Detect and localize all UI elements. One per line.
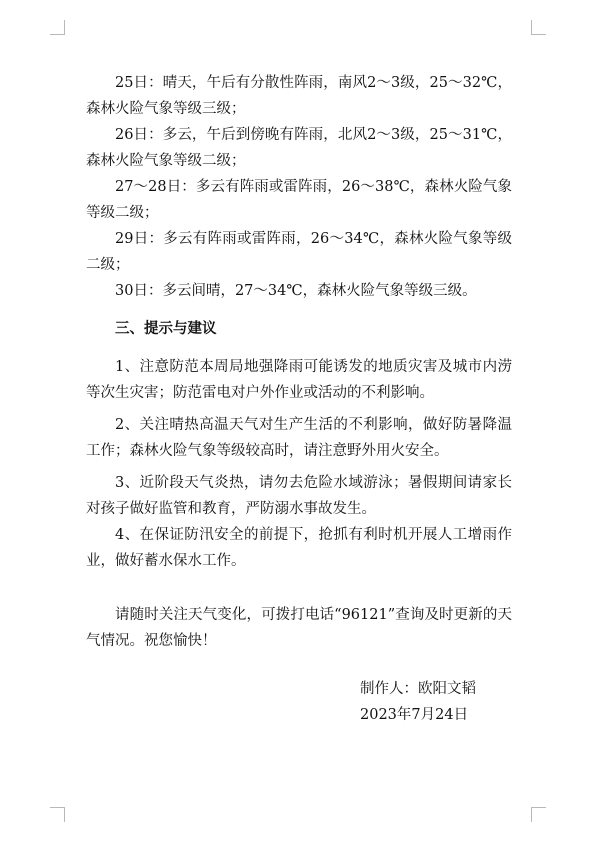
signature-block [86,676,512,728]
forecast-list [86,70,512,304]
forecast-day-29: 29日：多云有阵雨或雷阵雨，26～34℃，森林火险气象等级二级； [86,231,512,273]
crop-mark-top-right [531,20,546,35]
advice-item-2: 2、关注晴热高温天气对生产生活的不利影响，做好防暑降温工作；森林火险气象等级较高时，请注意野外用火安全。 [86,417,512,459]
forecast-day-27-28: 27～28日：多云有阵雨或雷阵雨，26～38℃，森林火险气象等级二级； [86,179,512,221]
forecast-day-26: 26日：多云，午后到傍晚有阵雨，北风2～3级，25～31℃，森林火险气象等级二级； [86,127,512,169]
forecast-day-30: 30日：多云间晴，27～34℃，森林火险气象等级三级。 [115,283,477,299]
advice-list [86,354,512,574]
advice-item-3: 3、近阶段天气炎热，请勿去危险水域游泳；暑假期间请家长对孩子做好监管和教育，严防溺水事故发生。 [86,475,512,517]
section-heading-tips: 三、提示与建议 [115,321,217,337]
advice-item-4: 4、在保证防汛安全的前提下，抢抓有利时机开展人工增雨作业，做好蓄水保水工作。 [86,527,512,569]
date-line: 2023年7月24日 [360,707,469,723]
advice-item-1: 1、注意防范本周局地强降雨可能诱发的地质灾害及城市内涝等次生灾害；防范雷电对户外作业或活动的不利影响。 [86,359,512,401]
crop-mark-bottom-left [50,807,65,822]
closing-note: 请随时关注天气变化，可拨打电话“96121”查询及时更新的天气情况。祝您愉快！ [86,607,512,649]
crop-mark-bottom-right [531,807,546,822]
document-body [86,70,512,728]
forecast-day-25: 25日：晴天，午后有分散性阵雨，南风2～3级，25～32℃，森林火险气象等级三级； [86,75,512,117]
author-line: 制作人：欧阳文韬 [360,681,476,697]
crop-mark-top-left [50,20,65,35]
